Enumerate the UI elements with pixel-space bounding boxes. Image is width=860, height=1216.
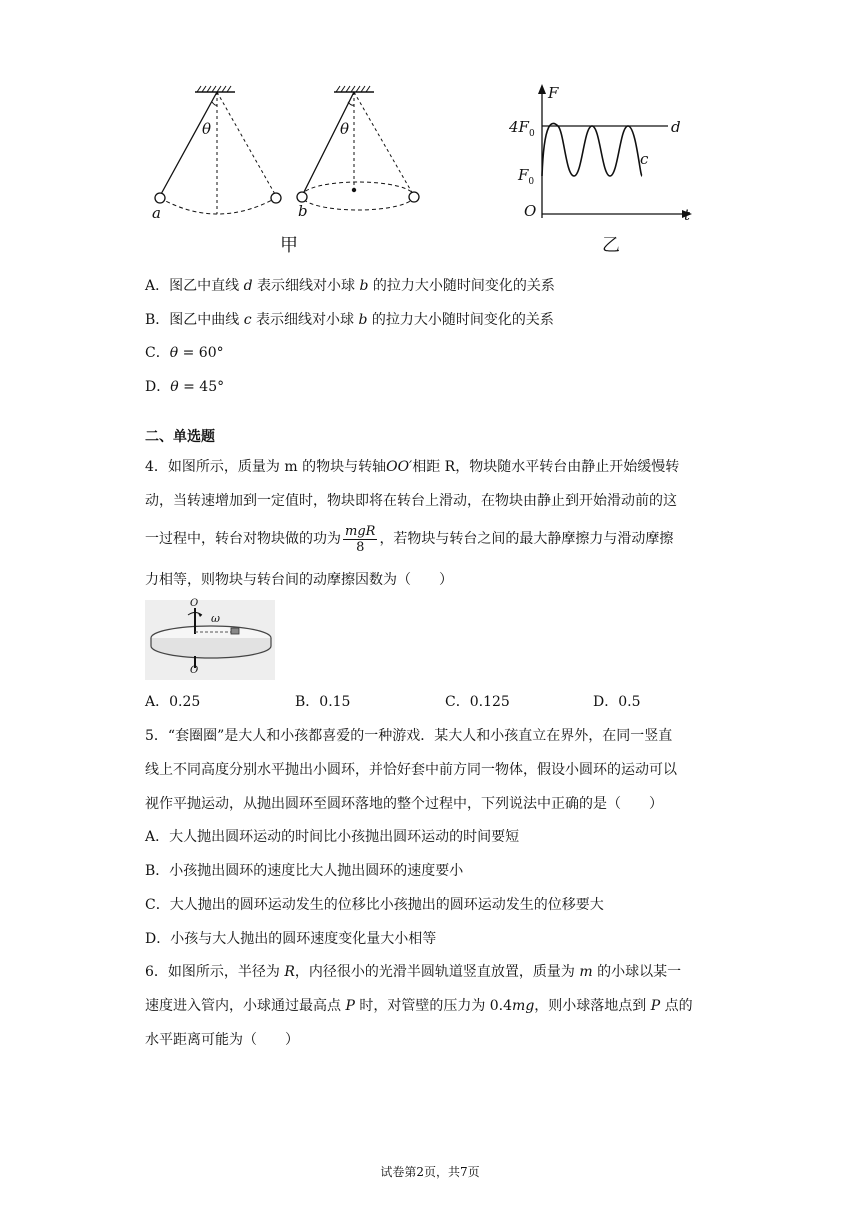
q5-option-a: A．大人抛出圆环运动的时间比小孩抛出圆环运动的时间要短 — [145, 829, 520, 845]
q3-option-d: D．θ = 45° — [145, 379, 225, 395]
page-footer: 试卷第2页，共7页 — [380, 1165, 480, 1179]
q4-option-a: A．0.25 — [145, 694, 201, 710]
q6-line-1: 6．如图所示，半径为 R，内径很小的光滑半圆轨道竖直放置，质量为 m 的小球以某一 — [145, 964, 682, 980]
line-label-d: d — [671, 118, 681, 136]
q4-line-2: 动，当转速增加到一定值时，物块即将在转台上滑动，在物块由静止到开始滑动前的这 — [145, 493, 677, 509]
tick-label-F0: $F_0$ — [518, 166, 535, 187]
theta-label-right: θ — [340, 120, 350, 138]
caption-yi: 乙 — [602, 235, 620, 256]
q3-option-c: C．θ = 60° — [145, 345, 224, 361]
q4-line-4: 力相等，则物块与转台间的动摩擦因数为（ ） — [145, 572, 453, 588]
theta-label-left: θ — [202, 120, 212, 138]
tick-label-4F0: $4F_0$ — [509, 118, 535, 139]
q5-option-b: B．小孩抛出圆环的速度比大人抛出圆环的速度要小 — [145, 863, 464, 879]
q4-option-d: D．0.5 — [593, 694, 641, 710]
axis-label-F: F — [548, 84, 559, 102]
q4-line-3: 一过程中，转台对物块做的功为 $\frac{\text{mgR}}{8}$ ，若物块与转台之间的最大静摩擦力与滑动摩擦 — [145, 523, 674, 555]
force-time-graph — [490, 80, 710, 230]
ball-label-b: b — [298, 202, 308, 220]
q3-option-a: A．图乙中直线 d 表示细线对小球 b 的拉力大小随时间变化的关系 — [145, 278, 555, 294]
turntable-figure — [145, 600, 275, 680]
axis-O-top: O — [190, 598, 199, 609]
curve-label-c: c — [640, 150, 649, 168]
q5-line-2: 线上不同高度分别水平抛出小圆环，并恰好套中前方同一物体，假设小圆环的运动可以 — [145, 762, 677, 778]
origin-label: O — [524, 202, 537, 220]
q5-option-d: D．小孩与大人抛出的圆环速度变化量大小相等 — [145, 931, 437, 947]
q4-option-b: B．0.15 — [295, 694, 351, 710]
axis-label-t: t — [684, 206, 691, 224]
pendulum-figure — [140, 80, 440, 255]
q6-line-2: 速度进入管内，小球通过最高点 P 时，对管壁的压力为 0.4mg，则小球落地点到 P 点的 — [145, 998, 693, 1014]
q4-line-1: 4．如图所示，质量为 m 的物块与转轴OO′相距 R，物块随水平转台由静止开始缓慢转 — [145, 459, 680, 475]
axis-O-bottom: O — [190, 665, 199, 676]
q5-line-3: 视作平抛运动，从抛出圆环至圆环落地的整个过程中，下列说法中正确的是（ ） — [145, 796, 663, 812]
ball-label-a: a — [152, 204, 161, 222]
omega-label: ω — [211, 612, 220, 625]
section-heading: 二、单选题 — [145, 429, 215, 445]
caption-jia: 甲 — [280, 235, 298, 256]
q6-line-3: 水平距离可能为（ ） — [145, 1032, 299, 1048]
q3-option-b: B．图乙中曲线 c 表示细线对小球 b 的拉力大小随时间变化的关系 — [145, 312, 554, 328]
fraction-mgR-over-8: $\frac{\text{mgR}}{8}$ — [345, 523, 376, 555]
q5-option-c: C．大人抛出的圆环运动发生的位移比小孩抛出的圆环运动发生的位移要大 — [145, 897, 604, 913]
q5-line-1: 5．“套圈圈”是大人和小孩都喜爱的一种游戏．某大人和小孩直立在界外，在同一竖直 — [145, 728, 673, 744]
q4-option-c: C．0.125 — [445, 694, 510, 710]
